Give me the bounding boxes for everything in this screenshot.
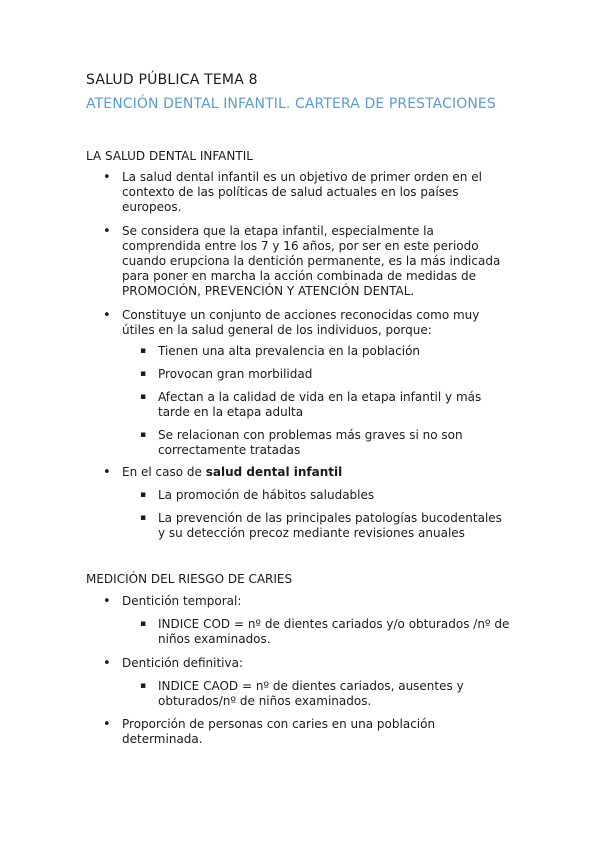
bold-term: salud dental infantil <box>205 465 343 479</box>
list-item: • En el caso de salud dental infantil <box>86 465 546 480</box>
sub-list-item: ▪ La promoción de hábitos saludables <box>86 488 546 503</box>
sub-list-item: ▪ INDICE COD = nº de dientes cariados y/o obturados /nº de niños examinados. <box>86 617 546 647</box>
sub-list-item: ▪ Se relacionan con problemas más graves si no son correctamente tratadas <box>86 428 546 458</box>
list-item: • Constituye un conjunto de acciones reconocidas como muy útiles en la salud general de los individuos, porque: <box>86 308 546 338</box>
section1-list-b <box>86 465 546 480</box>
sub-list-item: ▪ Tienen una alta prevalencia en la población <box>86 344 546 359</box>
section1-list <box>86 170 546 338</box>
document-title: SALUD PÚBLICA TEMA 8 <box>86 72 258 88</box>
list-item: • Proporción de personas con caries en una población determinada. <box>86 717 546 747</box>
sub-list-item: ▪ Afectan a la calidad de vida en la etapa infantil y más tarde en la etapa adulta <box>86 390 546 420</box>
section2-b1-sub <box>86 617 546 647</box>
document-subtitle: ATENCIÓN DENTAL INFANTIL. CARTERA DE PRESTACIONES <box>86 96 496 112</box>
sub-list-item: ▪ Provocan gran morbilidad <box>86 367 546 382</box>
list-item: • Se considera que la etapa infantil, especialmente la comprendida entre los 7 y 16 años, por ser en este periodo cuando erupciona la dentición permanente, es la más indicada para poner en marcha la acción combinada de medidas de PROMOCIÓN, PREVENCIÓN Y ATENCIÓN DENTAL. <box>86 224 546 299</box>
section-heading-salud-dental: LA SALUD DENTAL INFANTIL <box>86 149 253 163</box>
section2-b1 <box>86 594 546 609</box>
list-item: • Dentición temporal: <box>86 594 546 609</box>
section2-b3 <box>86 717 546 747</box>
list-item: • Dentición definitiva: <box>86 656 546 671</box>
sub-list-item: ▪ La prevención de las principales patologías bucodentales y su detección precoz mediante revisiones anuales <box>86 511 546 541</box>
section1-sublist-a <box>86 344 546 458</box>
section1-sublist-b <box>86 488 546 541</box>
section2-b2 <box>86 656 546 671</box>
sub-list-item: ▪ INDICE CAOD = nº de dientes cariados, ausentes y obturados/nº de niños examinados. <box>86 679 546 709</box>
section2-b2-sub <box>86 679 546 709</box>
list-item: • La salud dental infantil es un objetivo de primer orden en el contexto de las políticas de salud actuales en los países europeos. <box>86 170 546 215</box>
section-heading-riesgo-caries: MEDICIÓN DEL RIESGO DE CARIES <box>86 572 293 586</box>
